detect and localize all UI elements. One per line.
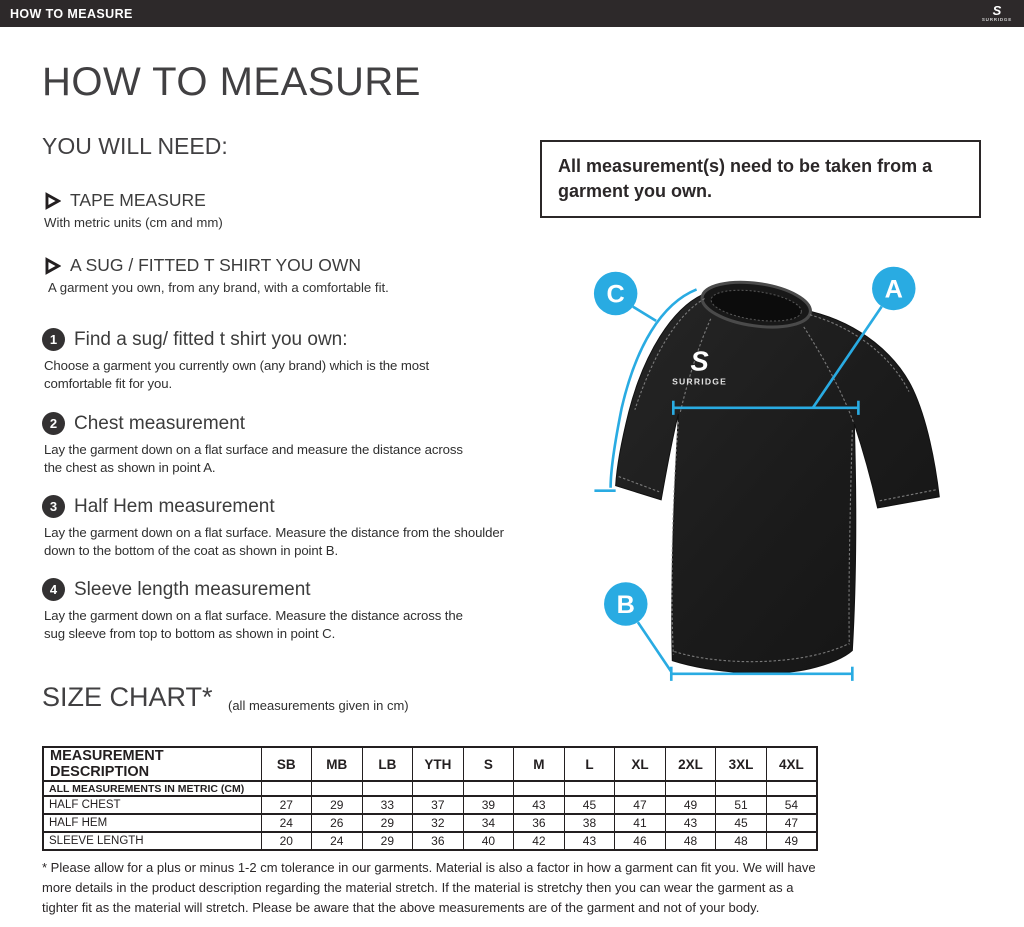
col-header: SB (261, 747, 312, 781)
step-number-badge: 4 (42, 578, 65, 601)
need-item-tape-measure (44, 190, 524, 230)
size-chart-heading: SIZE CHART* (42, 682, 213, 712)
col-header: L (564, 747, 615, 781)
metric-note: ALL MEASUREMENTS IN METRIC (CM) (43, 781, 261, 796)
step-title: Half Hem measurement (74, 495, 275, 517)
step-title: Find a sug/ fitted t shirt you own: (74, 328, 348, 350)
step-3 (42, 495, 542, 559)
table-row-sleeve-length: SLEEVE LENGTH 20 24 29 36 40 42 43 46 48 48 49 (43, 832, 817, 850)
need-item-desc: With metric units (cm and mm) (44, 215, 223, 230)
row-label: SLEEVE LENGTH (43, 832, 261, 850)
step-1 (42, 328, 542, 392)
measure-b-connector (638, 622, 671, 672)
point-b-label: B (616, 591, 635, 620)
col-header: M (514, 747, 565, 781)
col-header: XL (615, 747, 666, 781)
measure-c-connector (633, 307, 656, 321)
you-will-need-heading: YOU WILL NEED: (42, 133, 228, 159)
point-a-label: A (884, 275, 903, 304)
page-title: HOW TO MEASURE (42, 60, 421, 104)
col-header: MEASUREMENT DESCRIPTION (43, 747, 261, 781)
surridge-logo-s: S (992, 3, 1002, 19)
play-triangle-icon (44, 257, 61, 275)
row-label: HALF CHEST (43, 796, 261, 814)
top-bar-title: HOW TO MEASURE (10, 6, 133, 21)
row-label: HALF HEM (43, 814, 261, 832)
surridge-logo-icon (982, 4, 1012, 23)
step-desc: Choose a garment you currently own (any brand) which is the most comfortable fit for you. (44, 358, 430, 391)
step-number-badge: 3 (42, 495, 65, 518)
table-row-half-chest: HALF CHEST 27 29 33 37 39 43 45 47 49 51 54 (43, 796, 817, 814)
step-2 (42, 412, 542, 476)
top-bar (0, 0, 1024, 27)
need-item-desc: A garment you own, from any brand, with a comfortable fit. (48, 280, 389, 295)
metric-note-row (43, 781, 817, 796)
col-header: YTH (413, 747, 464, 781)
need-item-t-shirt (44, 255, 524, 295)
step-title: Chest measurement (74, 412, 246, 434)
table-row-half-hem: HALF HEM 24 26 29 32 34 36 38 41 43 45 47 (43, 814, 817, 832)
col-header: 2XL (665, 747, 716, 781)
size-chart-header-row (43, 747, 817, 781)
play-triangle-icon (44, 192, 61, 210)
point-c-label: C (606, 280, 625, 309)
shirt-logo-wordmark: SURRIDGE (672, 376, 728, 387)
step-number-badge: 2 (42, 412, 65, 435)
step-number-badge: 1 (42, 328, 65, 351)
step-title: Sleeve length measurement (74, 578, 311, 600)
surridge-logo-wordmark: SURRIDGE (981, 17, 1012, 23)
note-box (540, 140, 981, 218)
shirt-measurement-figure (557, 248, 1002, 693)
need-item-title: TAPE MEASURE (70, 190, 206, 210)
col-header: 4XL (766, 747, 817, 781)
col-header: 3XL (716, 747, 767, 781)
step-desc: Lay the garment down on a flat surface. Measure the distance across the sug sleeve from top to bottom as shown in point C. (44, 608, 463, 641)
step-4 (42, 578, 542, 642)
step-desc: Lay the garment down on a flat surface and measure the distance across the chest as shown in point A. (44, 442, 463, 475)
size-chart-subheading: (all measurements given in cm) (228, 698, 409, 713)
need-item-title: A SUG / FITTED T SHIRT YOU OWN (70, 255, 362, 275)
col-header: S (463, 747, 514, 781)
note-box-text: All measurement(s) need to be taken from a (558, 156, 933, 176)
shirt-logo-s: S (690, 345, 709, 377)
note-box-text: garment you own. (558, 181, 713, 202)
size-chart-table (42, 746, 818, 851)
footnote: * Please allow for a plus or minus 1-2 cm tolerance in our garments. Material is also a factor in how a garment can fit you. We will have more details in the product description regarding the material stretch. If the material is stretchy then you can wear the garment as a tighter fit as the material will stretch. Please be aware that the above measurements are of the garment and not of your body. (42, 860, 816, 916)
col-header: MB (312, 747, 363, 781)
col-header: LB (362, 747, 413, 781)
step-desc: Lay the garment down on a flat surface. Measure the distance from the shoulder down to the bottom of the coat as shown in point B. (44, 525, 504, 558)
shirt-silhouette (616, 276, 940, 673)
